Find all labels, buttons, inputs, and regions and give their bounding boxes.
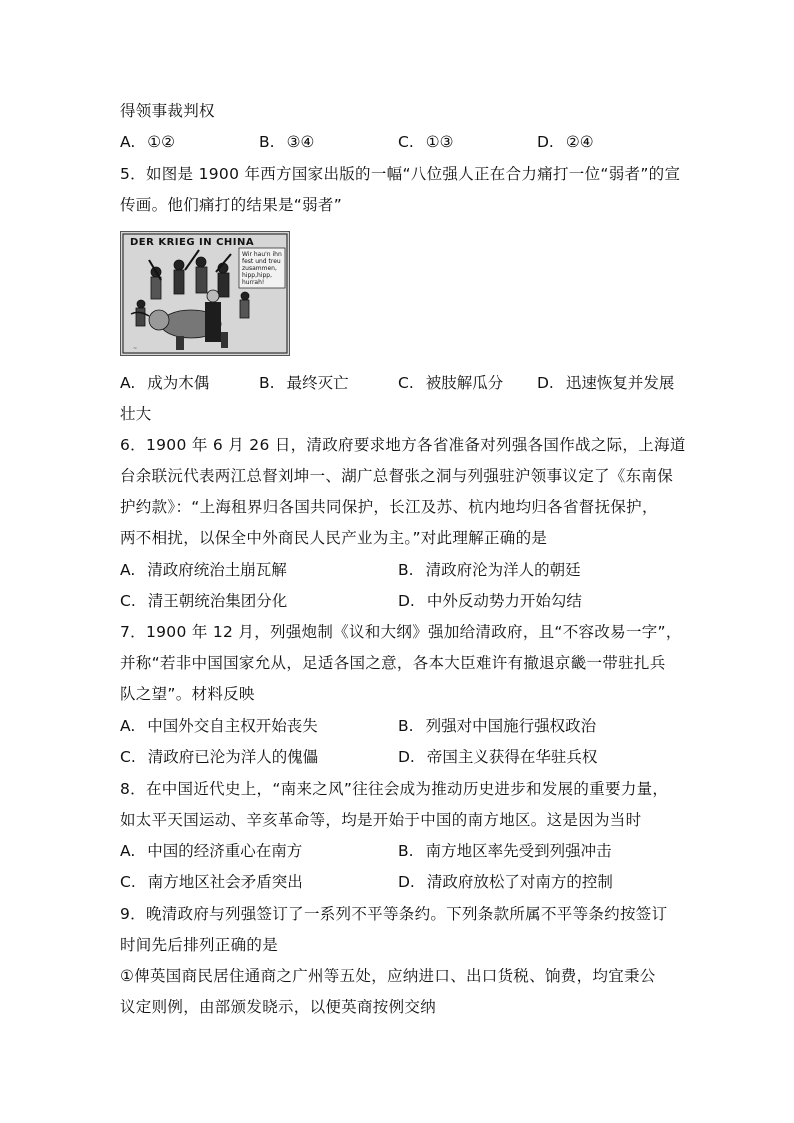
q5-option-d: D. 迅速恢复并发展 [537, 374, 675, 392]
q7-option-b: B. 列强对中国施行强权政治 [398, 717, 597, 735]
q8-option-d: D. 清政府放松了对南方的控制 [398, 873, 613, 891]
q9-stem-line2: 时间先后排列正确的是 [120, 936, 279, 954]
q6-option-a: A. 清政府统治土崩瓦解 [120, 561, 287, 579]
q4-text-tail: 得领事裁判权 [120, 102, 215, 120]
q6-stem-line3: 护约款》：“上海租界归各国共同保护，长江及苏、杭内地均归各省督抚保护， [120, 498, 658, 516]
q7-stem-line2: 并称“若非中国国家允从，足适各国之意，各本大臣难许有撤退京畿一带驻扎兵 [120, 654, 666, 672]
bubble-line-3: zusammen, [242, 265, 277, 272]
q4-option-a: A. ①② [120, 133, 176, 151]
propaganda-cartoon-image [120, 231, 290, 356]
q7-stem-line3: 队之望”。材料反映 [120, 685, 255, 703]
bubble-line-2: fest und treu [242, 258, 281, 265]
q6-stem-line4: 两不相扰，以保全中外商民人民产业为主。”对此理解正确的是 [120, 529, 548, 547]
q8-option-c: C. 南方地区社会矛盾突出 [120, 873, 303, 891]
q8-stem-line2: 如太平天国运动、辛亥革命等，均是开始于中国的南方地区。这是因为当时 [120, 811, 642, 829]
q8-option-a: A. 中国的经济重心在南方 [120, 842, 303, 860]
q7-stem-line1: 7．1900 年 12 月，列强炮制《议和大纲》强加给清政府，且“不容改易一字”， [120, 623, 682, 641]
bubble-line-4: hipp,hipp, [242, 272, 272, 279]
q6-option-b: B. 清政府沦为洋人的朝廷 [398, 561, 581, 579]
q7-option-a: A. 中国外交自主权开始丧失 [120, 717, 318, 735]
q6-stem-line2: 台余联沅代表两江总督刘坤一、湖广总督张之洞与列强驻沪领事议定了《东南保 [120, 467, 674, 485]
bubble-line-5: hurrah! [242, 279, 265, 286]
q6-option-d: D. 中外反动势力开始勾结 [398, 592, 582, 610]
q5-option-b: B. 最终灭亡 [259, 374, 349, 392]
q5-stem-line1: 5．如图是 1900 年西方国家出版的一幅“八位强人正在合力痛打一位“弱者”的宣 [120, 165, 681, 183]
q6-stem-line1: 6．1900 年 6 月 26 日，清政府要求地方各省准备对列强各国作战之际，上海道 [120, 436, 686, 454]
q8-stem-line1: 8．在中国近代史上，“南来之风”往往会成为推动历史进步和发展的重要力量， [120, 780, 669, 798]
q6-option-c: C. 清王朝统治集团分化 [120, 592, 288, 610]
q7-option-c: C. 清政府已沦为洋人的傀儡 [120, 748, 319, 766]
cartoon-title: DER KRIEG IN CHINA [130, 237, 255, 248]
q9-item1-line2: 议定则例，由部颁发晓示，以便英商按例交纳 [120, 998, 437, 1016]
bubble-line-1: Wir hau'n ihn [242, 251, 282, 258]
q9-stem-line1: 9．晚清政府与列强签订了一系列不平等条约。下列条款所属不平等条约按签订 [120, 905, 668, 923]
q4-option-d: D. ②④ [537, 133, 594, 151]
q5-option-a: A. 成为木偶 [120, 374, 210, 392]
cartoon-illustration [121, 232, 289, 355]
q5-option-d-continuation: 壮大 [120, 405, 152, 423]
q5-option-c: C. 被肢解瓜分 [398, 374, 504, 392]
q9-item1-line1: ①俾英国商民居住通商之广州等五处，应纳进口、出口货税、饷费，均宜秉公 [120, 967, 656, 985]
q8-option-b: B. 南方地区率先受到列强冲击 [398, 842, 612, 860]
q4-option-c: C. ①③ [398, 133, 454, 151]
q4-option-b: B. ③④ [259, 133, 315, 151]
svg-text:~: ~ [133, 346, 138, 352]
q5-stem-line2: 传画。他们痛打的结果是“弱者” [120, 196, 343, 214]
q7-option-d: D. 帝国主义获得在华驻兵权 [398, 748, 598, 766]
